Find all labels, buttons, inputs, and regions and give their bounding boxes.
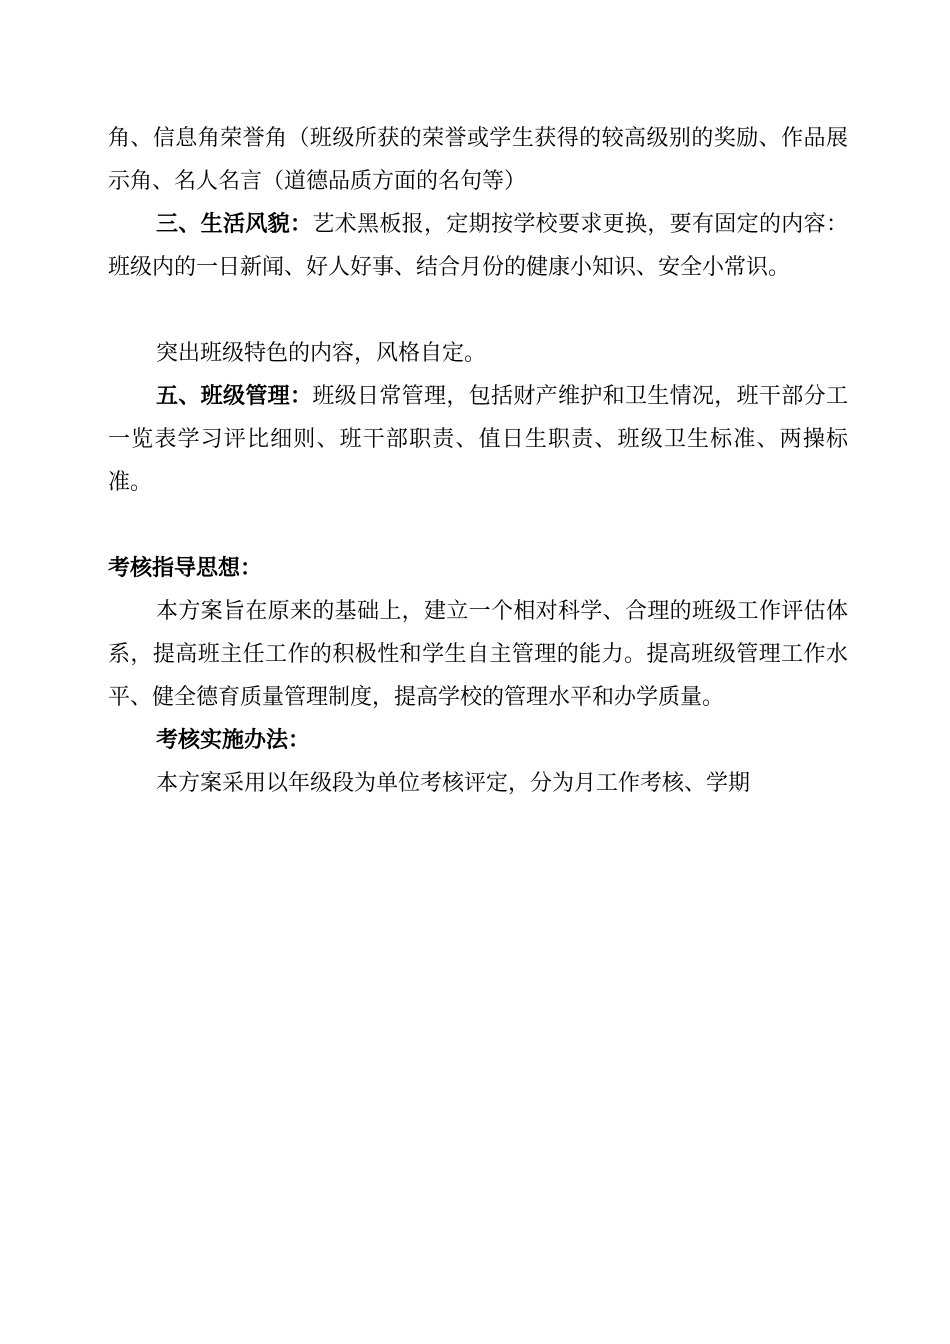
- section-heading-guiding-ideology: 考核指导思想：: [108, 556, 263, 581]
- paragraph-text: 本方案采用以年级段为单位考核评定，分为月工作考核、学期: [156, 771, 751, 796]
- section-heading-life-style: 三、生活风貌：: [156, 212, 313, 237]
- heading-guiding-ideology: [108, 547, 848, 590]
- section-heading-implementation: 考核实施办法：: [156, 728, 311, 753]
- paragraph-text: 突出班级特色的内容，风格自定。: [156, 341, 487, 366]
- paragraph-text: 艺术黑板报，定期按学校要求更换，要有固定的内容：班级内的一日新闻、好人好事、结合月份的健康小知识、安全小常识。: [108, 212, 848, 280]
- paragraph-implementation: [108, 762, 848, 805]
- paragraph-life-style: [108, 203, 848, 289]
- blank-line: [108, 289, 848, 332]
- paragraph-guiding-ideology: [108, 590, 848, 719]
- paragraph-class-management: [108, 375, 848, 504]
- paragraph-text: 班级日常管理，包括财产维护和卫生情况，班干部分工一览表学习评比细则、班干部职责、值日生职责、班级卫生标准、两操标准。: [108, 384, 848, 495]
- paragraph-text: 角、信息角荣誉角（班级所获的荣誉或学生获得的较高级别的奖励、作品展示角、名人名言（道德品质方面的名句等）: [108, 126, 848, 194]
- document-body: [108, 117, 848, 805]
- blank-line: [108, 504, 848, 547]
- paragraph-class-feature: [108, 332, 848, 375]
- section-heading-class-management: 五、班级管理：: [156, 384, 313, 409]
- heading-implementation: [108, 719, 848, 762]
- paragraph-corners: [108, 117, 848, 203]
- paragraph-text: 本方案旨在原来的基础上，建立一个相对科学、合理的班级工作评估体系，提高班主任工作的积极性和学生自主管理的能力。提高班级管理工作水平、健全德育质量管理制度，提高学校的管理水平和办学质量。: [108, 599, 848, 710]
